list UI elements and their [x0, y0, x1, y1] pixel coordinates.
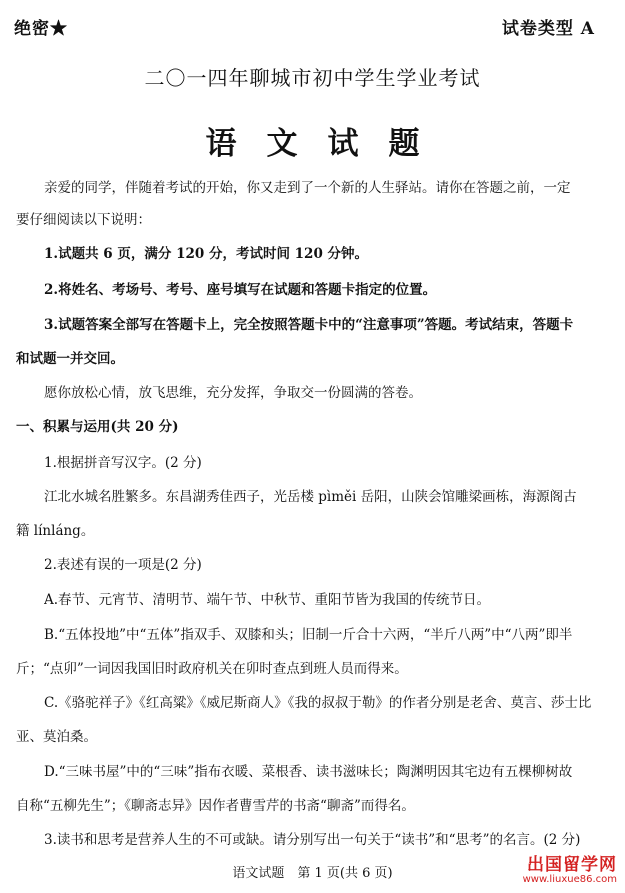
question-1-text-line-1: 江北水城名胜繁多。东昌湖秀佳西子，光岳楼 pìměi 岳阳，山陕会馆雕梁画栋，海源阁古 [44, 489, 577, 505]
question-2-stem: 2.表述有误的一项是(2 分) [44, 557, 202, 573]
subject-title: 语文试题 [205, 126, 450, 162]
question-2-option-a: A.春节、元宵节、清明节、端午节、中秋节、重阳节皆为我国的传统节日。 [44, 592, 491, 608]
question-2-option-b-line-2: 斤；“点卯”一词因我国旧时政府机关在卯时查点到班人员而得来。 [16, 661, 408, 677]
exam-title: 二〇一四年聊城市初中学生学业考试 [144, 66, 481, 90]
instruction-1: 1.试题共 6 页，满分 120 分，考试时间 120 分钟。 [44, 246, 369, 262]
intro-line-1: 亲爱的同学，伴随着考试的开始，你又走到了一个新的人生驿站。请你在答题之前，一定 [44, 180, 571, 196]
question-2-option-c-line-1: C.《骆驼祥子》《红高粱》《威尼斯商人》《我的叔叔于勒》的作者分别是老舍、莫言、莎士比 [44, 695, 592, 711]
question-2-option-b-line-1: B.“五体投地”中“五体”指双手、双膝和头；旧制一斤合十六两，“半斤八两”中“八两”即半 [44, 627, 573, 643]
intro-line-2: 要仔细阅读以下说明： [16, 212, 151, 228]
watermark-brand: 出国留学网 [527, 855, 617, 875]
paper-type-label: 试卷类型 A [501, 19, 595, 39]
secrecy-label: 绝密★ [14, 19, 68, 39]
watermark-url: www.liuxue86.com [522, 874, 617, 885]
page-footer: 语文试题 第 1 页(共 6 页) [232, 866, 393, 881]
question-3-stem: 3.读书和思考是营养人生的不可或缺。请分别写出一句关于“读书”和“思考”的名言。(2 分) [44, 832, 581, 848]
question-1-stem: 1.根据拼音写汉字。(2 分) [44, 455, 202, 471]
instruction-3-line-1: 3.试题答案全部写在答题卡上，完全按照答题卡中的“注意事项”答题。考试结束，答题卡 [44, 317, 574, 333]
section-heading: 一、积累与运用(共 20 分) [16, 419, 179, 435]
question-2-option-d-line-1: D.“三味书屋”中的“三味”指布衣暖、菜根香、读书滋味长；陶渊明因其宅边有五棵柳树故 [44, 764, 573, 780]
instruction-2: 2.将姓名、考场号、考号、座号填写在试题和答题卡指定的位置。 [44, 282, 437, 298]
question-2-option-d-line-2: 自称“五柳先生”；《聊斋志异》因作者曹雪芹的书斋“聊斋”而得名。 [16, 798, 415, 814]
question-1-text-line-2: 籍 línláng。 [16, 523, 95, 539]
wish-text: 愿你放松心情，放飞思维，充分发挥，争取交一份圆满的答卷。 [44, 385, 422, 401]
question-2-option-c-line-2: 亚、莫泊桑。 [16, 729, 97, 745]
site-watermark [523, 856, 617, 886]
instruction-3-line-2: 和试题一并交回。 [16, 351, 124, 367]
